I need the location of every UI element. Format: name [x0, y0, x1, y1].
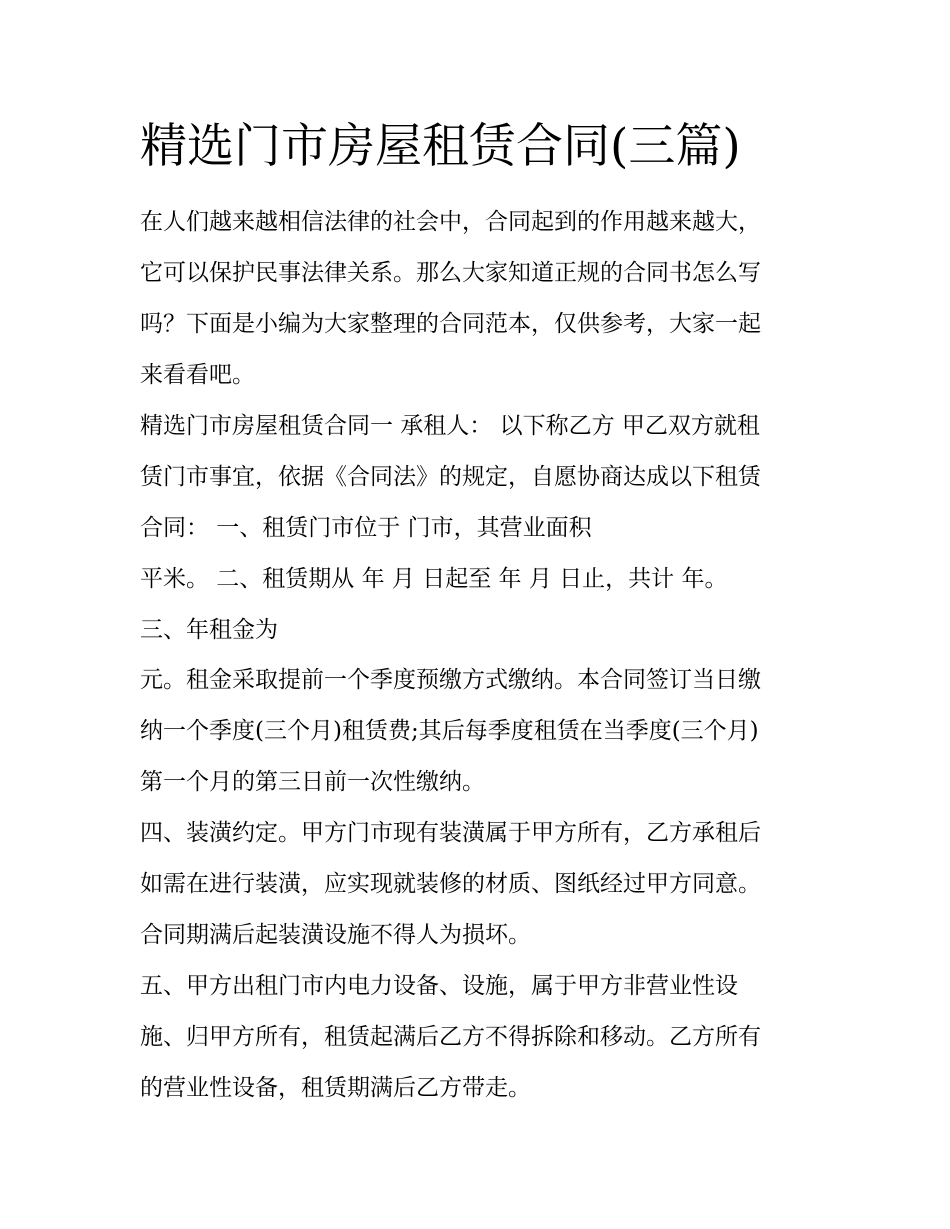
body-line: 吗？下面是小编为大家整理的合同范本，仅供参考，大家一起	[140, 311, 761, 337]
body-line: 精选门市房屋租赁合同一 承租人： 以下称乙方 甲乙双方就租	[140, 413, 760, 439]
body-line: 施、归甲方所有，租赁起满后乙方不得拆除和移动。乙方所有	[140, 1024, 761, 1050]
body-line: 赁门市事宜，依据《合同法》的规定，自愿协商达成以下租赁	[140, 464, 761, 490]
body-line: 第一个月的第三日前一次性缴纳。	[140, 769, 485, 795]
body-line: 如需在进行装潢，应实现就装修的材质、图纸经过甲方同意。	[140, 871, 761, 897]
body-line: 合同期满后起装潢设施不得人为损坏。	[140, 922, 531, 948]
body-line: 元。租金采取提前一个季度预缴方式缴纳。本合同签订当日缴	[140, 667, 761, 693]
body-line: 纳一个季度(三个月)租赁费;其后每季度租赁在当季度(三个月)	[140, 718, 759, 744]
body-line: 的营业性设备，租赁期满后乙方带走。	[140, 1075, 531, 1101]
body-line: 三、年租金为	[140, 617, 278, 643]
body-line: 在人们越来越相信法律的社会中，合同起到的作用越来越大，	[140, 209, 761, 235]
body-line: 来看看吧。	[140, 362, 255, 388]
document-title: 精选门市房屋租赁合同(三篇)	[140, 119, 741, 174]
body-line: 五、甲方出租门市内电力设备、设施，属于甲方非营业性设	[140, 973, 738, 999]
body-line: 四、装潢约定。甲方门市现有装潢属于甲方所有，乙方承租后	[140, 820, 761, 846]
body-line: 它可以保护民事法律关系。那么大家知道正规的合同书怎么写	[140, 260, 761, 286]
body-line: 平米。 二、租赁期从 年 月 日起至 年 月 日止，共计 年。	[140, 566, 728, 592]
body-line: 合同： 一、租赁门市位于 门市，其营业面积	[140, 515, 592, 541]
